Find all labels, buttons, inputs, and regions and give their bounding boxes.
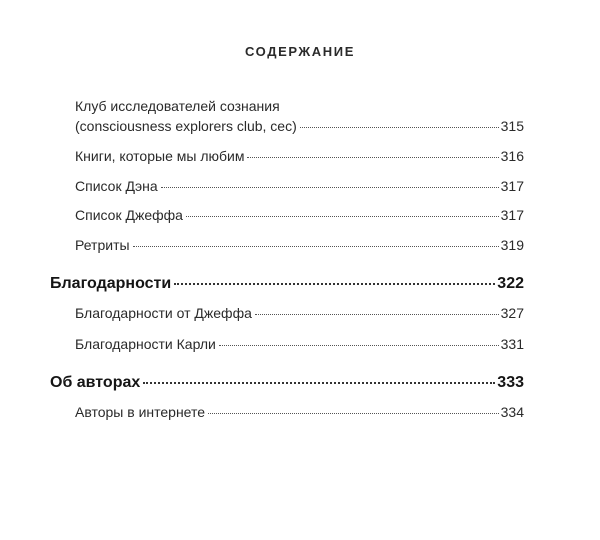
toc-entry-dan-list: [75, 178, 524, 194]
toc-entry-books: [75, 148, 524, 164]
dot-leader: [208, 413, 499, 414]
toc-entry-retreats: [75, 237, 524, 253]
dot-leader: [174, 283, 495, 285]
toc-entry-title: Ретриты: [75, 237, 130, 253]
toc-entry-title: Благодарности Карли: [75, 336, 216, 352]
dot-leader: [300, 127, 499, 128]
dot-leader: [161, 187, 499, 188]
toc-entry-title: (consciousness explorers club, cec): [75, 118, 297, 134]
toc-entry-title: Список Дэна: [75, 178, 158, 194]
toc-section-page: 333: [497, 374, 524, 391]
toc-entry-jeff-list: [75, 207, 524, 223]
toc-section-about-authors: [50, 374, 524, 392]
toc-entry-title: Книги, которые мы любим: [75, 148, 245, 164]
toc-entry-page: 317: [500, 207, 524, 223]
dot-leader: [247, 157, 498, 158]
dot-leader: [143, 382, 495, 384]
toc-entry-page: 327: [500, 305, 524, 321]
toc-entry-page: 334: [500, 404, 524, 420]
toc-entry-jeff-acknowledgements: [75, 305, 524, 321]
toc-entry-page: 317: [500, 178, 524, 194]
dot-leader: [255, 314, 499, 315]
dot-leader: [186, 216, 499, 217]
toc-entry-carly-acknowledgements: [75, 336, 524, 352]
dot-leader: [133, 246, 499, 247]
toc-entry-title: Авторы в интернете: [75, 404, 206, 420]
toc-entry-page: 315: [500, 118, 524, 134]
toc-entry-title: Благодарности от Джеффа: [75, 305, 252, 321]
toc-section-title: Благодарности: [50, 275, 172, 292]
toc-entry-authors-online: [75, 404, 524, 420]
toc-entry-title: Список Джеффа: [75, 207, 183, 223]
toc-entry-page: 331: [500, 336, 524, 352]
toc-entry-consciousness-club: [75, 118, 524, 134]
toc-heading: СОДЕРЖАНИЕ: [245, 44, 355, 59]
toc-entry-title-line1: Клуб исследователей сознания: [75, 98, 280, 114]
toc-entry-page: 319: [500, 237, 524, 253]
toc-section-title: Об авторах: [50, 374, 141, 391]
toc-section-acknowledgements: [50, 275, 524, 293]
toc-entry-page: 316: [500, 148, 524, 164]
dot-leader: [219, 345, 499, 346]
toc-section-page: 322: [497, 275, 524, 292]
